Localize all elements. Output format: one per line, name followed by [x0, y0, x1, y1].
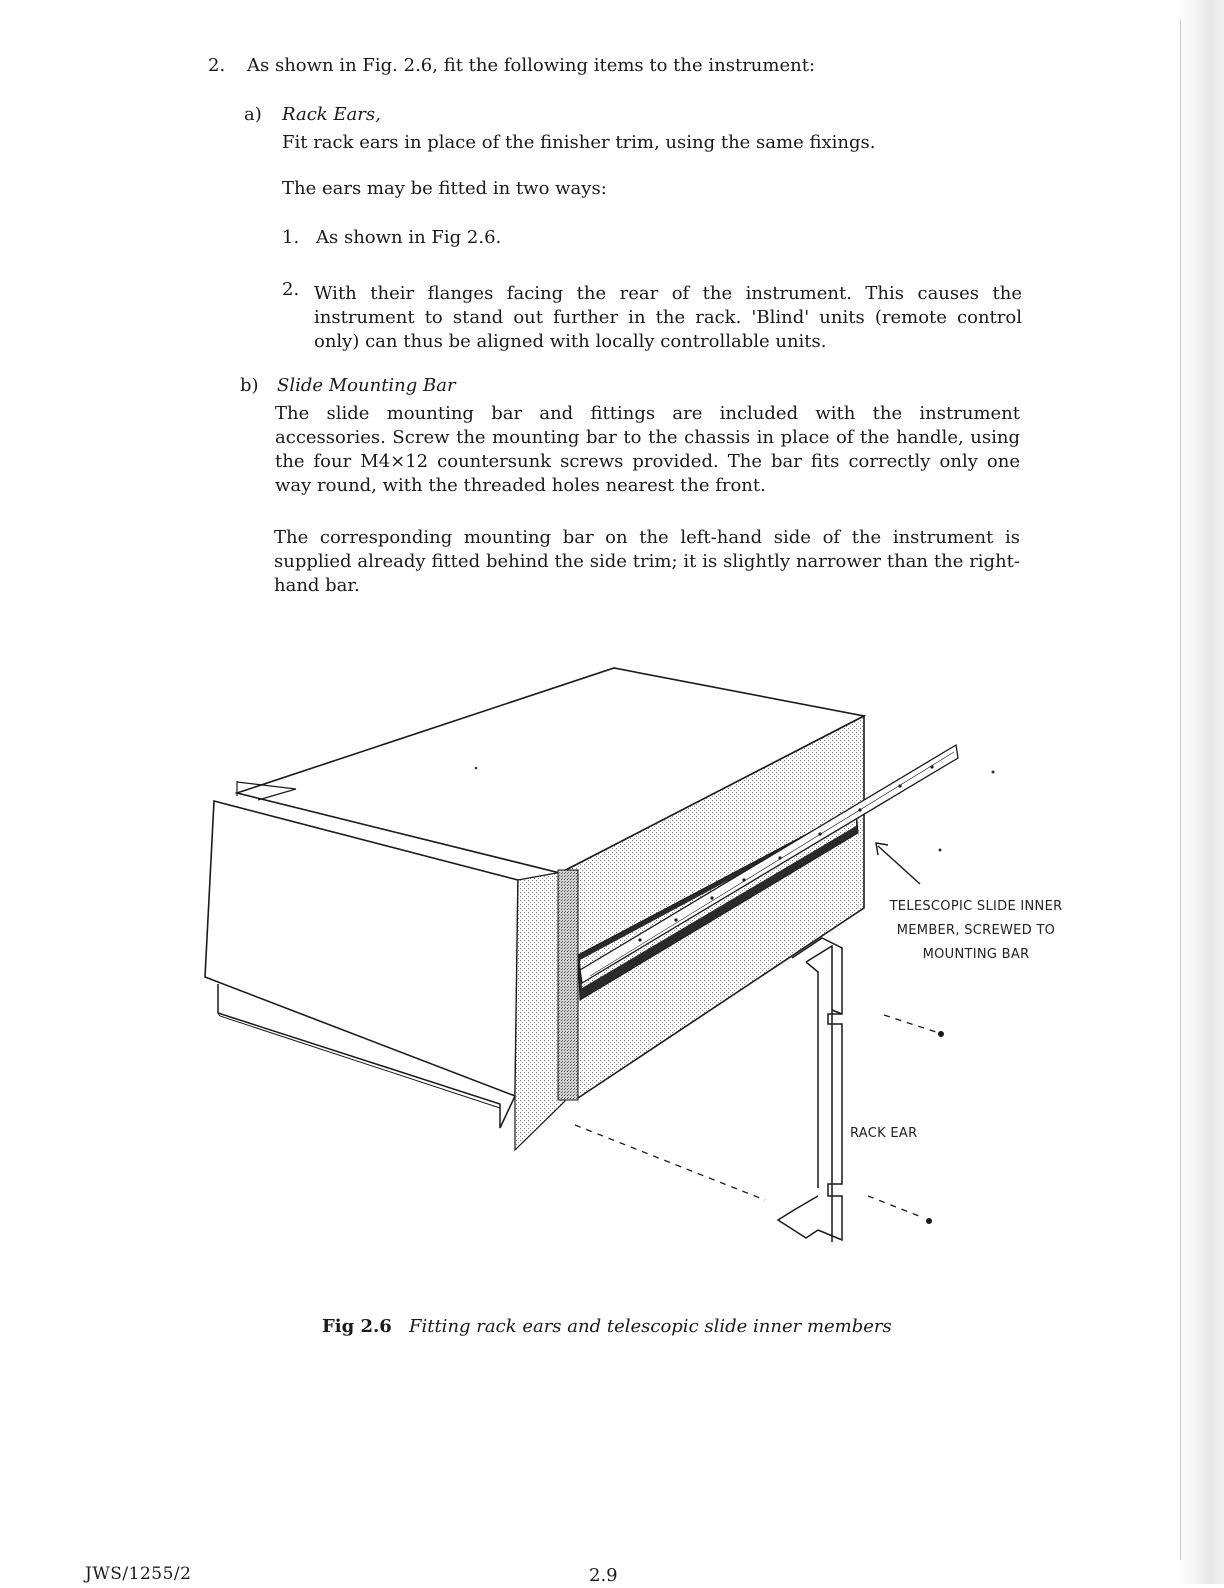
way-1-text: As shown in Fig 2.6. [316, 227, 502, 248]
step-text: As shown in Fig. 2.6, fit the following items to the instrument: [247, 55, 816, 76]
page-number: 2.9 [589, 1565, 618, 1586]
item-b-marker: b) [240, 375, 259, 396]
rack-ear-drawing [778, 938, 842, 1242]
figure-caption-number: Fig 2.6 [322, 1316, 392, 1337]
rack-ear-figure [195, 660, 995, 1260]
scan-edge [1176, 0, 1224, 1584]
label-slide-line-3: MOUNTING BAR [922, 947, 1030, 962]
step-number: 2. [208, 55, 226, 76]
figure-caption [322, 1316, 892, 1337]
item-a-ways-intro: The ears may be fitted in two ways: [282, 178, 607, 199]
label-slide-line-2: MEMBER, SCREWED TO [896, 923, 1056, 938]
way-1-number: 1. [282, 227, 300, 248]
item-b-para-1: The slide mounting bar and fittings are included with the instrument accessories. Screw the mounting bar to the chassis in place of the handle, using the four M4×12 countersunk screws provided. The bar fits correctly only one way round, with the threaded holes nearest the front. [275, 403, 1020, 496]
item-b-title: Slide Mounting Bar [277, 375, 456, 396]
way-2-text: With their flanges facing the rear of the instrument. This causes the instrument to stand out further in the rack. 'Blind' units (remote control only) can thus be aligned with locally controllable units. [314, 283, 1022, 352]
item-b-para-2: The corresponding mounting bar on the left-hand side of the instrument is supplied already fitted behind the side trim; it is slightly narrower than the right-hand bar. [274, 527, 1020, 596]
way-2-number: 2. [282, 279, 300, 300]
scan-edge-line [1180, 20, 1181, 1560]
item-a-line: Fit rack ears in place of the finisher trim, using the same fixings. [282, 132, 876, 153]
document-reference: JWS/1255/2 [85, 1564, 192, 1584]
label-rack-ear: RACK EAR [850, 1126, 918, 1141]
figure-caption-text: Fitting rack ears and telescopic slide inner members [408, 1316, 892, 1337]
label-slide-line-1: TELESCOPIC SLIDE INNER [889, 899, 1063, 914]
item-a-marker: a) [244, 104, 262, 125]
item-a-title: Rack Ears, [282, 104, 381, 125]
